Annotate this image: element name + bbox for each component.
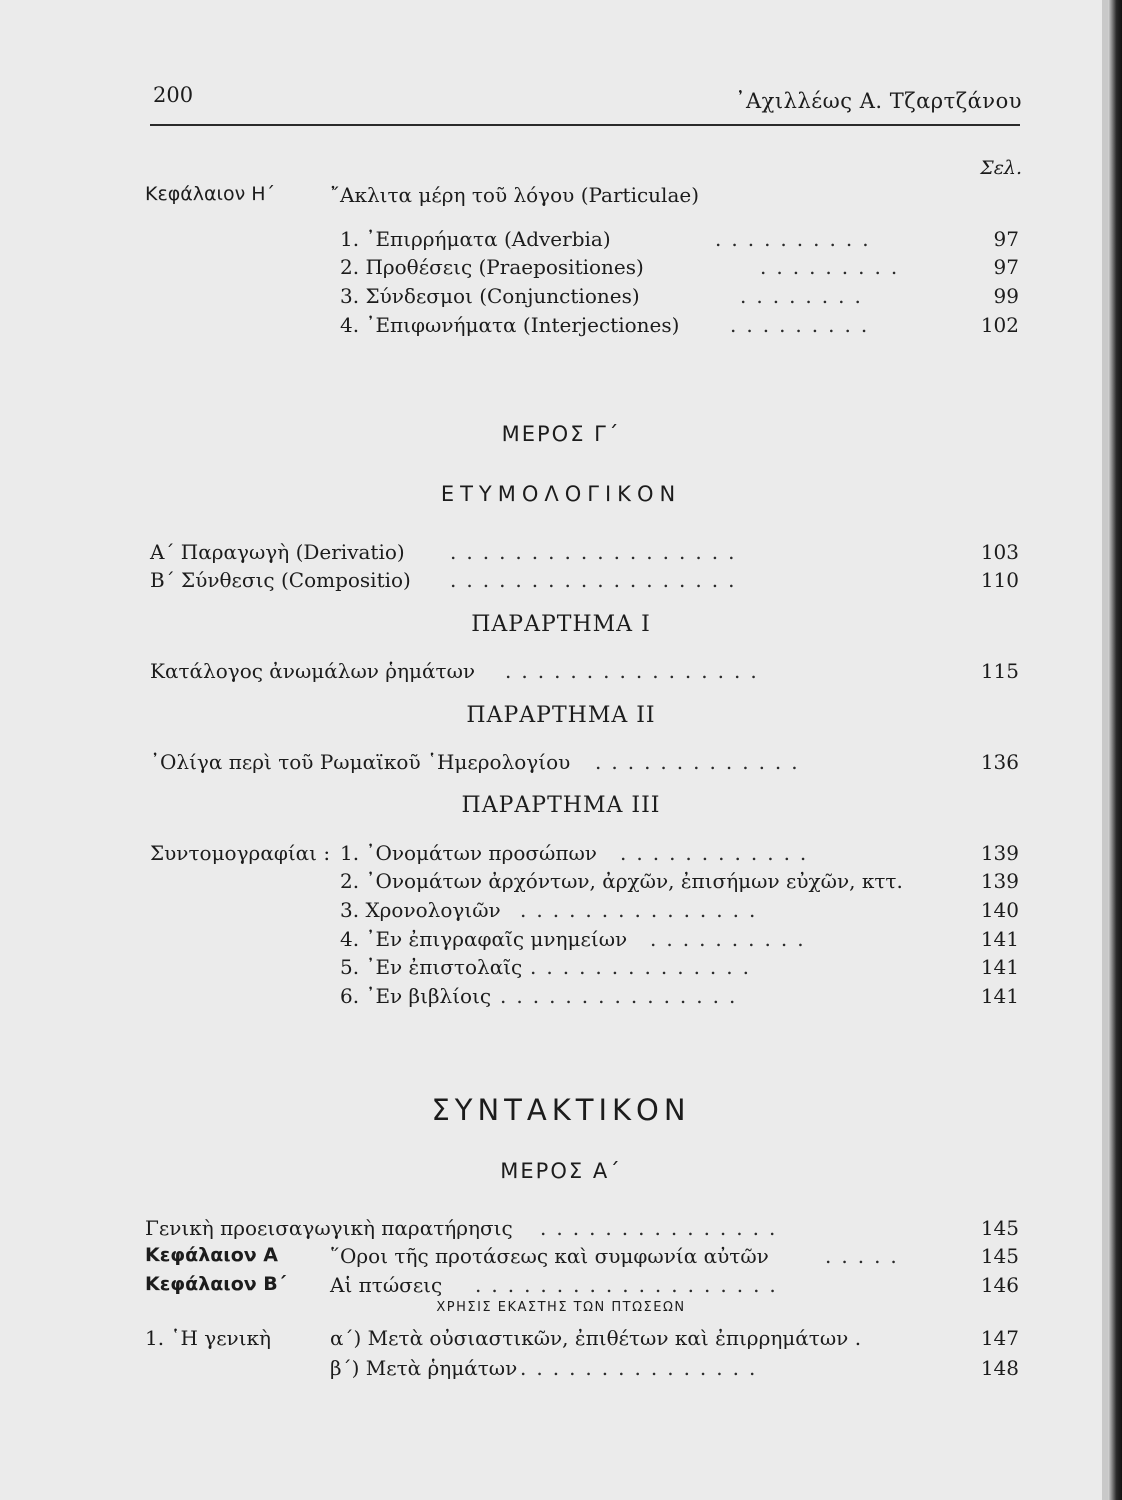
appendix-heading: ΠΑΡΑΡΤΗΜΑ Ι <box>471 612 651 637</box>
toc-entry-text: Β΄ Σύνθεσις (Compositio) <box>150 568 411 592</box>
leader-dots: .................. <box>450 540 745 564</box>
toc-entry[interactable] <box>0 255 1122 281</box>
toc-page: 140 <box>980 898 1019 922</box>
toc-entry[interactable] <box>0 927 1122 953</box>
toc-entry-text: ῞Οροι τῆς προτάσεως καὶ συμφωνία αὐτῶν <box>330 1244 769 1268</box>
toc-entry[interactable] <box>0 1356 1122 1382</box>
leader-dots: .................. <box>450 568 745 592</box>
toc-page: 115 <box>980 659 1019 683</box>
toc-entry-text: β΄) Μετὰ ῥημάτων <box>330 1356 518 1380</box>
toc-entry-text: ᾿Ολίγα περὶ τοῦ Ρωμαϊκοῦ ῾Ημερολογίου <box>150 750 571 774</box>
toc-page: 141 <box>980 984 1019 1008</box>
toc-entry-text: Γενικὴ προεισαγωγικὴ παρατήρησις <box>145 1216 513 1240</box>
toc-group-label: Συντομογραφίαι : <box>150 841 331 865</box>
toc-page: 139 <box>980 841 1019 865</box>
page-number: 200 <box>153 83 194 107</box>
toc-entry-text: 4. ᾿Εν ἐπιγραφαῖς μνημείων <box>340 927 628 951</box>
toc-entry[interactable] <box>0 659 1122 685</box>
toc-entry[interactable] <box>0 841 1122 867</box>
toc-entry-text: α΄) Μετὰ οὐσιαστικῶν, ἐπιθέτων καὶ ἐπιρρημάτων . <box>330 1326 862 1350</box>
toc-entry[interactable] <box>0 750 1122 776</box>
toc-page: 139 <box>980 869 1019 893</box>
toc-entry[interactable] <box>0 313 1122 339</box>
toc-entry-text: 4. ᾿Επιφωνήματα (Interjectiones) <box>340 313 680 337</box>
toc-page: 148 <box>980 1356 1019 1380</box>
leader-dots: .......... <box>715 227 879 251</box>
page-column-label: Σελ. <box>980 157 1022 179</box>
toc-entry[interactable] <box>0 568 1122 594</box>
appendix-heading: ΠΑΡΑΡΤΗΜΑ ΙΙ <box>466 703 656 728</box>
section-subheading: ΕΤΥΜΟΛΟΓΙΚΟΝ <box>440 482 682 506</box>
section-heading: ΜΕΡΟΣ Α΄ <box>500 1159 622 1183</box>
header-rule <box>150 124 1020 126</box>
toc-entry[interactable] <box>0 227 1122 253</box>
toc-entry-text: Κατάλογος ἀνωμάλων ῥημάτων <box>150 659 476 683</box>
toc-entry-text: 6. ᾿Εν βιβλίοις <box>340 984 492 1008</box>
toc-page: 103 <box>980 540 1019 564</box>
toc-entry-text: 1. ᾿Ονομάτων προσώπων <box>340 841 597 865</box>
leader-dots: ................ <box>505 659 767 683</box>
leader-dots: ................... <box>475 1273 786 1297</box>
toc-page: 102 <box>980 313 1019 337</box>
toc-entry-text: 3. Σύνδεσμοι (Conjunctiones) <box>340 284 640 308</box>
leader-dots: ............... <box>500 984 746 1008</box>
toc-entry-text: 2. Προθέσεις (Praepositiones) <box>340 255 644 279</box>
toc-entry-text: 2. ᾿Ονομάτων ἀρχόντων, ἀρχῶν, ἐπισήμων εὐχῶν, κττ. <box>340 869 903 893</box>
leader-dots: ........ <box>740 284 871 308</box>
toc-entry[interactable] <box>0 869 1122 895</box>
chapter-label: Κεφάλαιον Η΄ <box>145 183 276 205</box>
chapter-title: ῎Ακλιτα μέρη τοῦ λόγου (Particulae) <box>330 183 700 207</box>
toc-entry-text: 5. ᾿Εν ἐπιστολαῖς <box>340 955 523 979</box>
toc-entry[interactable] <box>0 898 1122 924</box>
chapter-label: Κεφάλαιον Α <box>145 1244 279 1266</box>
toc-entry[interactable] <box>0 284 1122 310</box>
toc-chapter-row <box>0 183 1122 209</box>
toc-page: 97 <box>993 255 1019 279</box>
toc-entry[interactable] <box>0 540 1122 566</box>
toc-entry[interactable] <box>0 1326 1122 1352</box>
part-heading: ΣΥΝΤΑΚΤΙΚΟΝ <box>431 1093 691 1127</box>
leader-dots: ............... <box>520 898 766 922</box>
toc-page: 136 <box>980 750 1019 774</box>
toc-page: 99 <box>993 284 1019 308</box>
section-heading: ΜΕΡΟΣ Γ΄ <box>501 422 621 446</box>
leader-dots: ......... <box>730 313 878 337</box>
toc-page: 97 <box>993 227 1019 251</box>
toc-entry[interactable] <box>0 955 1122 981</box>
chapter-label: Κεφάλαιον Β΄ <box>145 1273 287 1295</box>
toc-group-label: 1. ῾Η γενικὴ <box>145 1326 272 1350</box>
leader-dots: ............... <box>520 1356 766 1380</box>
running-title: ᾿Αχιλλέως Α. Τζαρτζάνου <box>735 89 1022 113</box>
leader-dots: ......... <box>760 255 908 279</box>
appendix-heading: ΠΑΡΑΡΤΗΜΑ ΙΙΙ <box>461 793 661 818</box>
toc-entry[interactable] <box>0 1244 1122 1270</box>
leader-dots: ............... <box>540 1216 786 1240</box>
toc-entry[interactable] <box>0 1273 1122 1299</box>
toc-entry[interactable] <box>0 984 1122 1010</box>
toc-entry[interactable] <box>0 1216 1122 1242</box>
toc-page: 145 <box>980 1244 1019 1268</box>
toc-page: 145 <box>980 1216 1019 1240</box>
subsection-heading: ΧΡΗΣΙΣ ΕΚΑΣΤΗΣ ΤΩΝ ΠΤΩΣΕΩΝ <box>436 1300 686 1315</box>
leader-dots: ............ <box>620 841 817 865</box>
toc-page: 146 <box>980 1273 1019 1297</box>
toc-page: 141 <box>980 927 1019 951</box>
toc-entry-text: 3. Χρονολογιῶν <box>340 898 501 922</box>
toc-page: 141 <box>980 955 1019 979</box>
leader-dots: .......... <box>650 927 814 951</box>
toc-page: 147 <box>980 1326 1019 1350</box>
toc-entry-text: Αἱ πτώσεις <box>330 1273 443 1297</box>
leader-dots: ............. <box>595 750 808 774</box>
toc-entry-text: Α΄ Παραγωγὴ (Derivatio) <box>150 540 405 564</box>
toc-entry-text: 1. ᾿Επιρρήματα (Adverbia) <box>340 227 611 251</box>
leader-dots: ..... <box>825 1244 907 1268</box>
leader-dots: .............. <box>530 955 760 979</box>
toc-page: 110 <box>980 568 1019 592</box>
